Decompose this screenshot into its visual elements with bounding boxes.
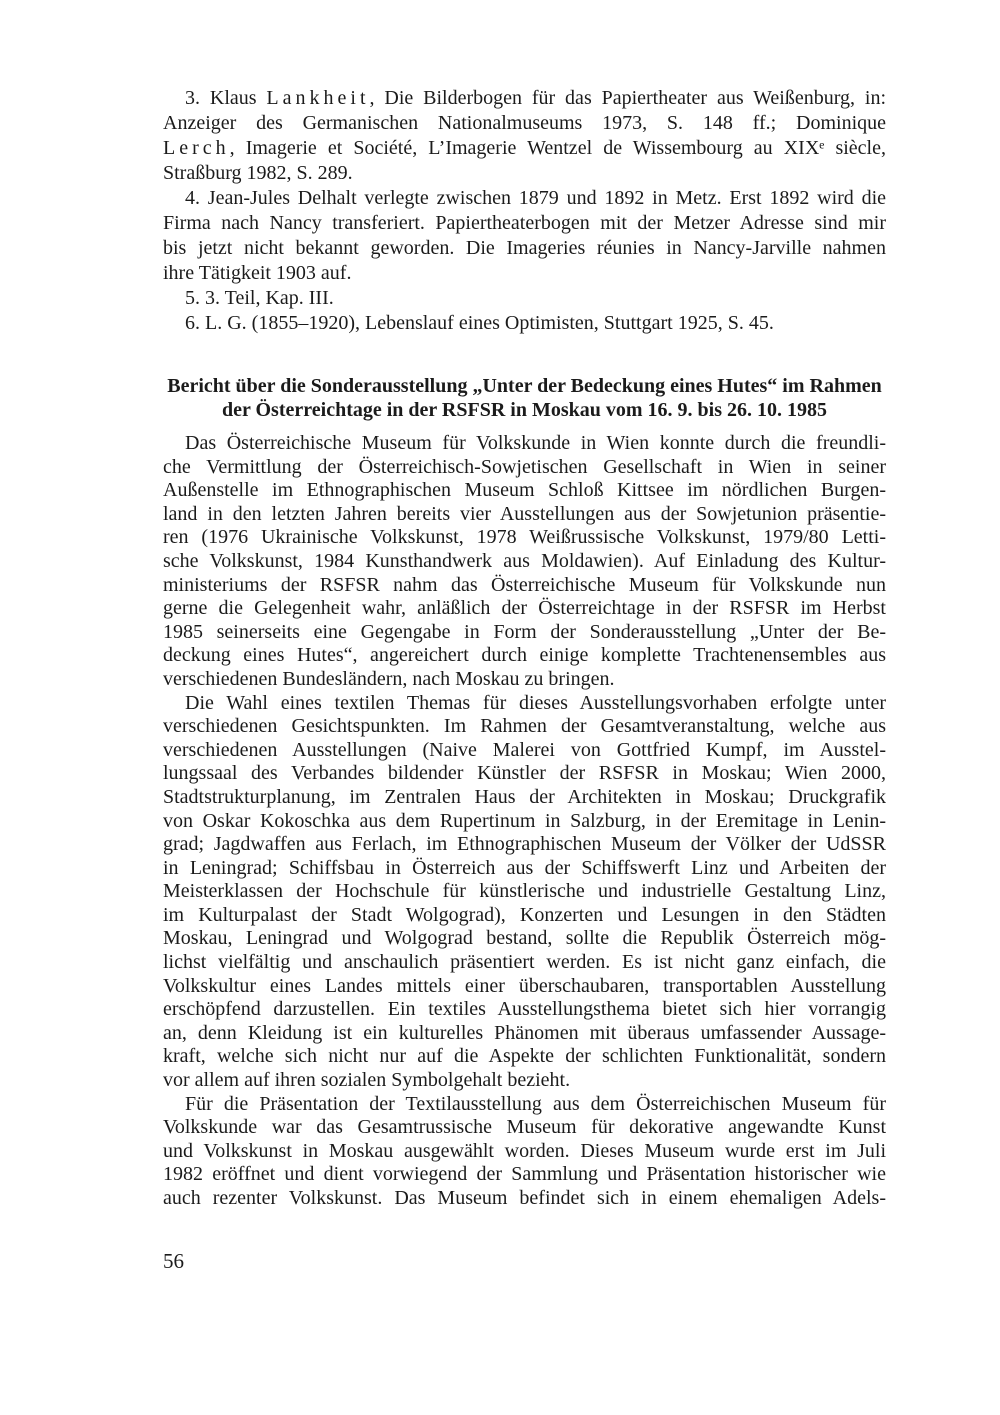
text-line: erschöpfend darzustellen. Ein textiles Ausstellungsthema bietet sich hier vorrangig <box>163 998 886 1021</box>
article-title-line-2: der Österreichtage in der RSFSR in Moskau vom 16. 9. bis 26. 10. 1985 <box>221 399 827 421</box>
text-line: L e r c h , Imagerie et Société, L’Imagerie Wentzel de Wissembourg au XIXᵉ siècle, <box>163 137 886 159</box>
article-body <box>163 432 886 1211</box>
text-line: Volkskunde war das Gesamtrussische Museum für dekorative angewandte Kunst <box>163 1116 886 1139</box>
text-line: ministeriums der RSFSR nahm das Österreichische Museum für Volkskunde nun <box>163 573 886 596</box>
text-line: land in den letzten Jahren bereits vier Ausstellungen aus der Sowjetunion präsentie- <box>163 502 886 525</box>
text-line: gerne die Gelegenheit wahr, anläßlich der Österreichtage in der RSFSR im Herbst <box>163 597 886 620</box>
text-line: Volkskultur eines Landes mittels einer überschaubaren, transportablen Ausstellung <box>163 974 886 997</box>
text-line: Straßburg 1982, S. 289. <box>163 162 353 184</box>
text-line: Moskau, Leningrad und Wolgograd bestand, sollte die Republik Österreich mög- <box>163 927 886 950</box>
footnotes-section <box>163 86 886 336</box>
text-line: verschiedenen Ausstellungen (Naive Malerei von Gottfried Kumpf, im Ausstel- <box>163 738 886 761</box>
text-line: von Oskar Kokoschka aus dem Rupertinum in Salzburg, in der Eremitage in Lenin- <box>163 809 886 832</box>
text-line: 6. L. G. (1855–1920), Lebenslauf eines Optimisten, Stuttgart 1925, S. 45. <box>185 312 774 334</box>
footnote-3 <box>163 86 886 186</box>
text-line: grad; Jagdwaffen aus Ferlach, im Ethnographischen Museum der Völker der UdSSR <box>163 833 886 856</box>
text-line: in Leningrad; Schiffsbau in Österreich aus der Schiffswerft Linz und Arbeiten der <box>163 856 886 879</box>
page-number: 56 <box>163 1248 184 1273</box>
text-line: kraft, welche sich nicht nur auf die Aspekte der schlichten Funktionalität, sondern <box>163 1045 886 1068</box>
text-line: Die Wahl eines textilen Themas für dieses Ausstellungsvorhaben erfolgte unter <box>185 691 886 714</box>
text-line: deckung eines Hutes“, angereichert durch einige komplette Trachtenensembles aus <box>163 644 886 667</box>
text-line: 4. Jean-Jules Delhalt verlegte zwischen 1879 und 1892 in Metz. Erst 1892 wird die <box>185 187 886 209</box>
paragraph-1 <box>163 432 886 692</box>
text-line: 1982 eröffnet und dient vorwiegend der Sammlung und Präsentation historischer wie <box>163 1163 886 1186</box>
footnote-6 <box>163 311 886 336</box>
footnote-4 <box>163 186 886 286</box>
text-line: bis jetzt nicht bekannt geworden. Die Imageries réunies in Nancy-Jarville nahmen <box>163 237 886 259</box>
text-line: und Volkskunst in Moskau ausgewählt worden. Dieses Museum wurde erst im Juli <box>163 1139 886 1162</box>
paragraph-2 <box>163 692 886 1093</box>
article-title-line-1: Bericht über die Sonderausstellung „Unter der Bedeckung eines Hutes“ im Rahmen <box>167 375 882 397</box>
text-line: sche Volkskunst, 1984 Kunsthandwerk aus Moldawien). Auf Einladung des Kultur- <box>163 549 886 572</box>
text-line: vor allem auf ihren sozialen Symbolgehalt bezieht. <box>163 1069 571 1092</box>
text-line: ihre Tätigkeit 1903 auf. <box>163 262 352 284</box>
paragraph-3 <box>163 1093 886 1211</box>
text-block <box>163 86 886 1274</box>
text-line: Außenstelle im Ethnographischen Museum Schloß Kittsee im nördlichen Burgen- <box>163 479 886 502</box>
text-line: che Vermittlung der Österreichisch-Sowjetischen Gesellschaft in Wien in seiner <box>163 455 886 478</box>
text-line: ren (1976 Ukrainische Volkskunst, 1978 Weißrussische Volkskunst, 1979/80 Letti- <box>163 526 886 549</box>
text-line: Anzeiger des Germanischen Nationalmuseums 1973, S. 148 ff.; Dominique <box>163 112 886 134</box>
text-line: Das Österreichische Museum für Volkskunde in Wien konnte durch die freundli- <box>185 432 886 454</box>
text-line: auch rezenter Volkskunst. Das Museum befindet sich in einem ehemaligen Adels- <box>163 1187 886 1209</box>
text-line: verschiedenen Bundesländern, nach Moskau zu bringen. <box>163 667 615 690</box>
text-line: verschiedenen Gesichtspunkten. Im Rahmen der Gesamtveranstaltung, welche aus <box>163 715 886 738</box>
text-line: Stadtstrukturplanung, im Zentralen Haus der Architekten in Moskau; Druckgrafik <box>163 785 886 808</box>
text-line: Firma nach Nancy transferiert. Papiertheaterbogen mit der Metzer Adresse sind mir <box>163 212 886 234</box>
text-line: Für die Präsentation der Textilausstellung aus dem Österreichischen Museum für <box>185 1092 886 1115</box>
text-line: an, denn Kleidung ist ein kulturelles Phänomen mit überaus umfassender Aussage- <box>163 1021 886 1044</box>
footnote-5 <box>163 286 886 311</box>
text-line: 3. Klaus L a n k h e i t , Die Bilderbogen für das Papiertheater aus Weißenburg, in: <box>185 87 886 109</box>
text-line: lichst vielfältig und anschaulich präsentiert werden. Es ist nicht ganz einfach, die <box>163 951 886 974</box>
text-line: 5. 3. Teil, Kap. III. <box>185 287 334 309</box>
text-line: im Kulturpalast der Stadt Wolgograd), Konzerten und Lesungen in den Städten <box>163 903 886 926</box>
text-line: lungssaal des Verbandes bildender Künstler der RSFSR in Moskau; Wien 2000, <box>163 762 886 785</box>
article-title <box>163 374 886 422</box>
text-line: 1985 seinerseits eine Gegengabe in Form der Sonderausstellung „Unter der Be- <box>163 620 886 643</box>
text-line: Meisterklassen der Hochschule für künstlerische und industrielle Gestaltung Linz, <box>163 880 886 903</box>
